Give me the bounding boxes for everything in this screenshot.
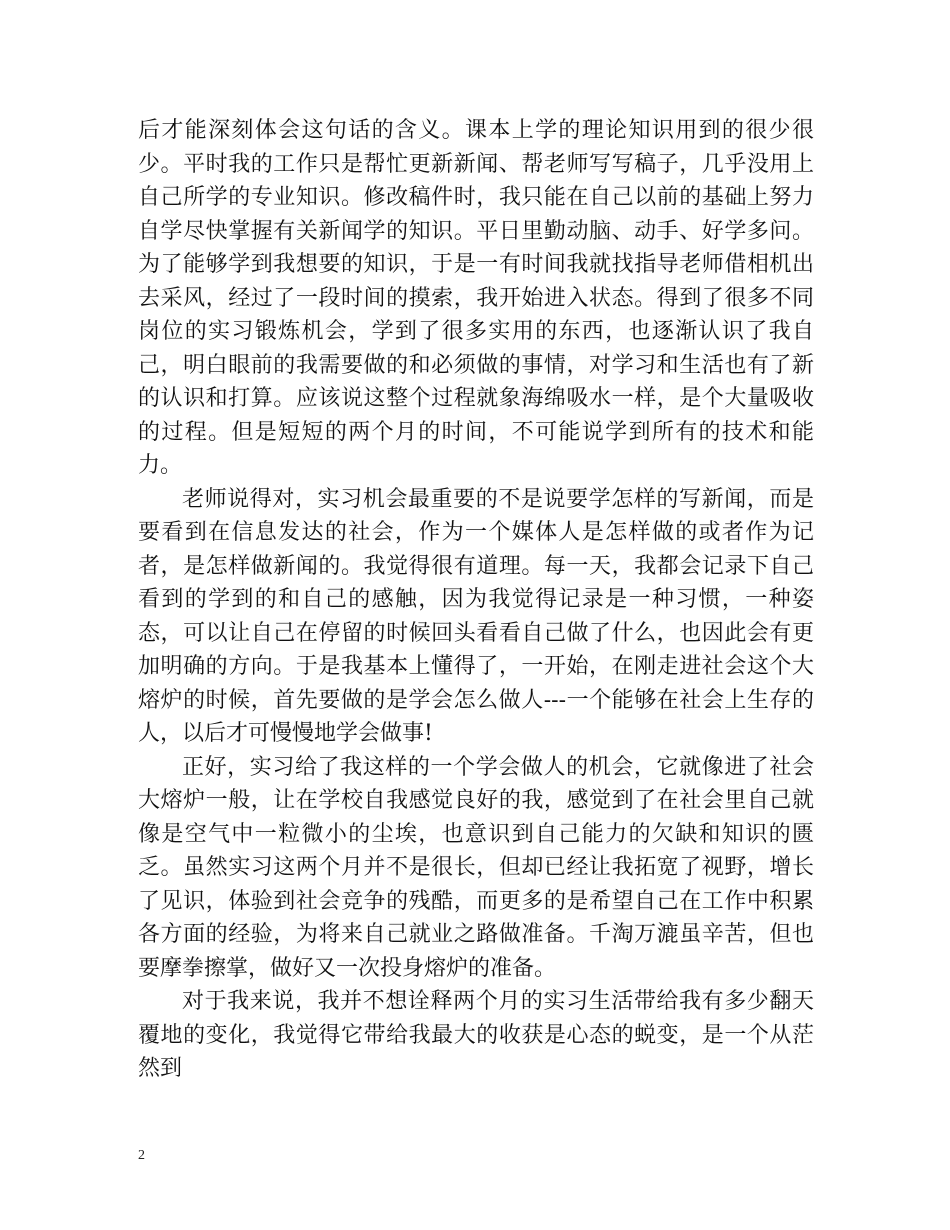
paragraph-1: 后才能深刻体会这句话的含义。课本上学的理论知识用到的很少很少。平时我的工作只是帮忙更新新闻、帮老师写写稿子，几乎没用上自己所学的专业知识。修改稿件时，我只能在自己以前的基础上努力自学尽快掌握有关新闻学的知识。平日里勤动脑、动手、好学多问。为了能够学到我想要的知识，于是一有时间我就找指导老师借相机出去采风，经过了一段时间的摸索，我开始进入状态。得到了很多不同岗位的实习锻炼机会，学到了很多实用的东西，也逐渐认识了我自己，明白眼前的我需要做的和必须做的事情，对学习和生活也有了新的认识和打算。应该说这整个过程就象海绵吸水一样，是个大量吸收的过程。但是短短的两个月的时间，不可能说学到所有的技术和能力。 bbox=[138, 118, 814, 478]
document-body bbox=[138, 114, 814, 1086]
paragraph-4: 对于我来说，我并不想诠释两个月的实习生活带给我有多少翻天覆地的变化，我觉得它带给我最大的收获是心态的蜕变，是一个从茫然到 bbox=[138, 989, 814, 1081]
page-number: 2 bbox=[138, 1148, 145, 1163]
paragraph-2: 老师说得对，实习机会最重要的不是说要学怎样的写新闻，而是要看到在信息发达的社会，作为一个媒体人是怎样做的或者作为记者，是怎样做新闻的。我觉得很有道理。每一天，我都会记录下自己看到的学到的和自己的感触，因为我觉得记录是一种习惯，一种姿态，可以让自己在停留的时候回头看看自己做了什么，也因此会有更加明确的方向。于是我基本上懂得了，一开始，在刚走进社会这个大熔炉的时候，首先要做的是学会怎么做人---一个能够在社会上生存的人，以后才可慢慢地学会做事! bbox=[138, 486, 814, 746]
paragraph-3: 正好，实习给了我这样的一个学会做人的机会，它就像进了社会大熔炉一般，让在学校自我感觉良好的我，感觉到了在社会里自己就像是空气中一粒微小的尘埃，也意识到自己能力的欠缺和知识的匮乏。虽然实习这两个月并不是很长，但却已经让我拓宽了视野，增长了见识，体验到社会竞争的残酷，而更多的是希望自己在工作中积累各方面的经验，为将来自己就业之路做准备。千淘万漉虽辛苦，但也要摩拳擦掌，做好又一次投身熔炉的准备。 bbox=[138, 754, 814, 981]
